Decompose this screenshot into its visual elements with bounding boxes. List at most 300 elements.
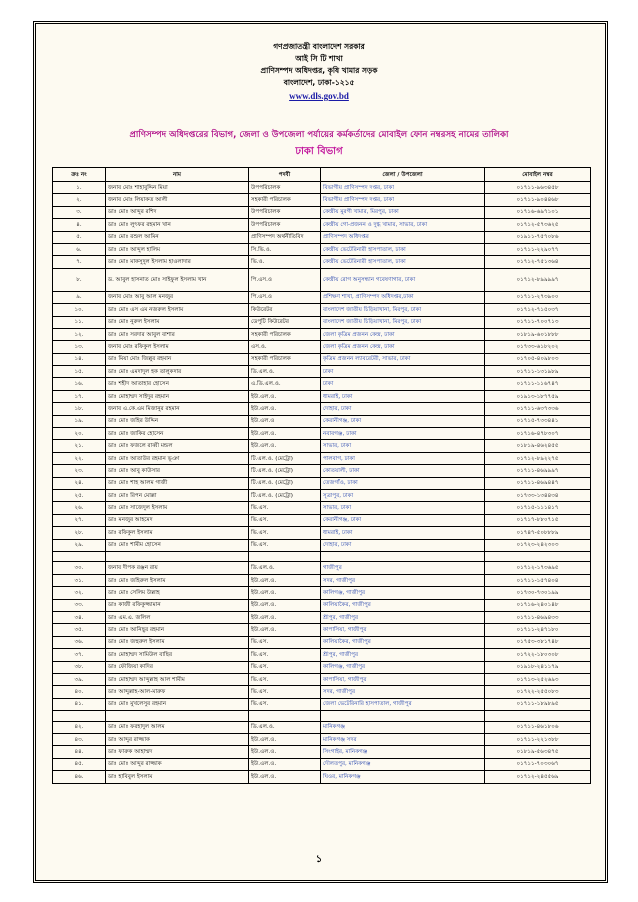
table-row	[53, 612, 591, 624]
column-header-name: নাম	[106, 168, 249, 182]
mobile-cell: ০১৭১১-৬৩৭৩৩৬	[485, 403, 591, 415]
column-header-serial: ক্রঃ নং	[53, 168, 106, 182]
mobile-cell: ০১৭১১-৯০৪৪৬৮	[485, 194, 591, 206]
mobile-cell: ০১৭০৫-৪০৯৮০৩	[485, 353, 591, 365]
location-cell: ঢাকা	[321, 366, 485, 378]
location-cell: সূত্রাপুর, ঢাকা	[321, 489, 485, 501]
name-cell: ডাঃ মোঃ ফজলে রাব্বী মন্ডল	[106, 440, 249, 452]
location-cell: কেন্দ্রীয় গো-প্রজনন ও দুগ্ধ খামার, সাভার, ঢাকা	[321, 219, 485, 231]
table-row	[53, 219, 591, 231]
serial-cell: ১.	[53, 182, 106, 194]
table-row	[53, 649, 591, 661]
mobile-cell: ০১৭১২-২৪৫৫৬৯	[485, 771, 591, 783]
mobile-cell: ০১৭১২-১৭৩৬৯৫	[485, 562, 591, 574]
location-cell: সাভার, ঢাকা	[321, 502, 485, 514]
location-cell: প্রশিক্ষণ শাখা, প্রাণিসম্পদ অধিদপ্তর,ঢাকা	[321, 291, 485, 303]
column-header-mobile: মোবাইল নম্বর	[485, 168, 591, 182]
name-cell: ডাঃ মিয়া মোঃ জিল্লুর রহমান	[106, 353, 249, 365]
name-cell: ডাঃ হাবিবুল ইসলাম	[106, 771, 249, 783]
table-row	[53, 734, 591, 746]
designation-cell: সহকারী পরিচালক	[249, 194, 321, 206]
table-row	[53, 428, 591, 440]
location-cell: প্রাণিসম্পদ অধিদপ্তর	[321, 231, 485, 243]
location-cell: দোহার, ঢাকা	[321, 539, 485, 551]
designation-cell: সহকারী পরিচালক	[249, 328, 321, 340]
name-cell: ডাঃ মোঃ মুখলেসুর রহমান	[106, 698, 249, 710]
designation-cell: ইউ.এল.ও	[249, 415, 321, 427]
division-title: ঢাকা বিভাগ	[295, 146, 343, 157]
designation-cell: ইউ.এল.ও.	[249, 574, 321, 586]
mobile-cell: ০১৭১৩-২৫২৬৯৩	[485, 673, 591, 685]
name-cell: জনাব দীপক রঞ্জন রায়	[106, 562, 249, 574]
mobile-cell: ০১৭১৬-৪৭৮৩০৭	[485, 428, 591, 440]
header-address: বাংলাদেশ, ঢাকা-১২১৫	[283, 78, 355, 87]
serial-cell: ২৪.	[53, 477, 106, 489]
serial-cell: ৩০.	[53, 562, 106, 574]
location-cell: কাপাসিয়া, গাজীপুর	[321, 673, 485, 685]
mobile-cell: ০১৭১৭-৮৮০৭১৫	[485, 514, 591, 526]
designation-cell: ইউ.এল.ও.	[249, 440, 321, 452]
serial-cell: ৩৯.	[53, 673, 106, 685]
location-cell: মানিকগঞ্জ	[321, 721, 485, 733]
serial-cell: ৩৩.	[53, 599, 106, 611]
location-cell: কৃত্রিম প্রজনন ল্যাবরেটরী, সাভার, ঢাকা	[321, 353, 485, 365]
name-cell: ডাঃ রফিকুল ইসলাম	[106, 527, 249, 539]
designation-cell: ভি.এস.	[249, 502, 321, 514]
table-row	[53, 574, 591, 586]
serial-cell: ২৩.	[53, 465, 106, 477]
mobile-cell: ০১৭১১-২২১৩৮৮	[485, 734, 591, 746]
serial-cell: ২৬.	[53, 502, 106, 514]
location-cell: দোহার, ঢাকা	[321, 403, 485, 415]
location-cell: ধামরাই, ঢাকা	[321, 390, 485, 402]
serial-cell: ১৭.	[53, 390, 106, 402]
designation-cell: টি.এল.ও. (মেট্রো)	[249, 452, 321, 464]
location-cell: কালিগঞ্জ, গাজীপুর	[321, 587, 485, 599]
name-cell: ডাঃ মোঃ ফরহাদুল আলম	[106, 721, 249, 733]
serial-cell: ৪৬.	[53, 771, 106, 783]
serial-cell: ৩২.	[53, 587, 106, 599]
table-row	[53, 366, 591, 378]
empty-cell	[249, 551, 321, 562]
table-row	[53, 465, 591, 477]
name-cell: ডাঃ এম.এ. জলিল	[106, 612, 249, 624]
header-government: গণপ্রজাতন্ত্রী বাংলাদেশ সরকার	[273, 42, 365, 51]
serial-cell: ৪৫.	[53, 758, 106, 770]
table-row	[53, 452, 591, 464]
designation-cell: টি.এল.ও. (মেট্রো)	[249, 477, 321, 489]
serial-cell: ৫.	[53, 231, 106, 243]
table-row	[53, 661, 591, 673]
table-row	[53, 636, 591, 648]
designation-cell: ডেপুটি কিউরেটর	[249, 316, 321, 328]
table-row	[53, 304, 591, 316]
name-cell: জনাব মোঃ রফিকুল ইসলাম	[106, 341, 249, 353]
name-cell: ডাঃ আব্দুর রাজ্জাক	[106, 734, 249, 746]
table-row	[53, 599, 591, 611]
designation-cell: এস.ও.	[249, 341, 321, 353]
serial-cell: ৪২.	[53, 721, 106, 733]
serial-cell: ৩.	[53, 206, 106, 218]
name-cell: ডাঃ মোঃ শাহ আলম গাজী	[106, 477, 249, 489]
location-cell: সিংগাইর, মানিকগঞ্জ	[321, 746, 485, 758]
designation-cell: ডি.এল.ও.	[249, 562, 321, 574]
mobile-cell: ০১৭১১-২৭৩৯০০	[485, 291, 591, 303]
table-row	[53, 562, 591, 574]
name-cell: ডাঃ মোঃ আব্দুর রাজ্জাক	[106, 758, 249, 770]
column-header-designation: পদবী	[249, 168, 321, 182]
mobile-cell: ০১৭১৫-৭৩৩৪৪১	[485, 415, 591, 427]
name-cell: ডাঃ মনজুর আহমেদ	[106, 514, 249, 526]
designation-cell: ইউ.এল.ও.	[249, 599, 321, 611]
mobile-cell: ০১৭১১-৭০৩০৬৭	[485, 758, 591, 770]
designation-cell: ভি.এস.	[249, 514, 321, 526]
serial-cell: ৩৭.	[53, 649, 106, 661]
serial-cell: ৬.	[53, 243, 106, 255]
designation-cell: ইউ.এল.ও.	[249, 624, 321, 636]
mobile-cell: ০১৭৫৩-৩৮১৭৪৮	[485, 636, 591, 648]
location-cell: কেন্দ্রীয় রোগ অনুসন্ধান গবেষণাগার, ঢাকা	[321, 268, 485, 291]
location-cell: জেলা ভেটেরিনারি হাসপাতাল, গাজীপুর	[321, 698, 485, 710]
table-row	[53, 353, 591, 365]
location-cell: কেন্দ্রীয় মুরগী খামার, মিরপুর, ঢাকা	[321, 206, 485, 218]
mobile-cell: ০১৭১১-১১৬৭৪৭	[485, 378, 591, 390]
designation-cell: ইউ.এল.ও.	[249, 746, 321, 758]
location-cell: কেরানীগঞ্জ, ঢাকা	[321, 514, 485, 526]
designation-cell: ভি.এস.	[249, 661, 321, 673]
name-cell: ডাঃ মোঃ জহিরুল ইসলাম	[106, 574, 249, 586]
name-cell: ডাঃ মোঃ আবু কাউসার	[106, 465, 249, 477]
serial-cell: ১৮.	[53, 403, 106, 415]
table-row	[53, 291, 591, 303]
serial-cell: ১২.	[53, 328, 106, 340]
location-cell: কালিয়াকৈর, গাজীপুর	[321, 599, 485, 611]
serial-cell: ২৮.	[53, 527, 106, 539]
mobile-cell: ০১৭১১-৪৬১৮০৬	[485, 721, 591, 733]
designation-cell: ভি.এস.	[249, 636, 321, 648]
empty-cell	[106, 551, 249, 562]
mobile-cell: ০১৮১৯-৬০১৮৮৮	[485, 328, 591, 340]
serial-cell: ৮.	[53, 268, 106, 291]
table-row	[53, 206, 591, 218]
location-cell: নবাবগঞ্জ, ঢাকা	[321, 428, 485, 440]
table-row	[53, 231, 591, 243]
mobile-cell: ০১৭১৬-৬৯৭১০১	[485, 206, 591, 218]
location-cell: জেলা কৃত্রিম প্রজনন কেন্দ্র, ঢাকা	[321, 341, 485, 353]
mobile-cell: ০১৭১১-১৫৭৪০৪	[485, 574, 591, 586]
designation-cell: টি.এল.ও. (মেট্রো)	[249, 465, 321, 477]
table-row	[53, 182, 591, 194]
officer-table	[52, 167, 591, 784]
empty-cell	[321, 551, 485, 562]
location-cell: পালবাগ, ঢাকা	[321, 452, 485, 464]
serial-cell: ১৯.	[53, 415, 106, 427]
location-cell: বিভাগীয় প্রাণিসম্পদ দপ্তর, ঢাকা	[321, 182, 485, 194]
name-cell: ডাঃ মোঃ জাকির হোসেন	[106, 428, 249, 440]
name-cell: ডাঃ মোহাম্মদ সামিউল বাছির	[106, 649, 249, 661]
designation-cell: ভি.এস.	[249, 673, 321, 685]
serial-cell: ৩৮.	[53, 661, 106, 673]
mobile-cell: ০১৭১১-৪৬৯৯৯৭	[485, 465, 591, 477]
designation-cell: কিউরেটর	[249, 304, 321, 316]
table-row	[53, 378, 591, 390]
mobile-cell: ০১৭১১-৪৬৯৪৪৭	[485, 477, 591, 489]
empty-cell	[249, 711, 321, 722]
mobile-cell: ০১৭১১-২২৯০৭৭	[485, 243, 591, 255]
serial-cell: ৪০.	[53, 686, 106, 698]
column-header-location: জেলা / উপজেলা	[321, 168, 485, 182]
mobile-cell: ০১৭১২-৭১৫০৩৭	[485, 304, 591, 316]
serial-cell: ১১.	[53, 316, 106, 328]
name-cell: ডাঃ মোঃ সরদার আবুল বাশার	[106, 328, 249, 340]
mobile-cell: ০১৭১২-৮৯৯৯৯৭	[485, 268, 591, 291]
location-cell: সদর, গাজীপুর	[321, 686, 485, 698]
mobile-cell: ০১৭১১-৪৬৯৪৩৩	[485, 612, 591, 624]
name-cell: ডাঃ শহীদ আতাহার হোসেন	[106, 378, 249, 390]
designation-cell: উপপরিচালক	[249, 182, 321, 194]
header-section: আই সি টি শাখা	[295, 54, 343, 63]
serial-cell: ৩১.	[53, 574, 106, 586]
designation-cell: ইউ.এল.ও.	[249, 428, 321, 440]
name-cell: ডাঃ মোঃ নুরুল ইসলাম	[106, 316, 249, 328]
designation-cell: ডি.এল.ও.	[249, 721, 321, 733]
table-row	[53, 771, 591, 783]
designation-cell: ভি.এস.	[249, 539, 321, 551]
serial-cell: ১৫.	[53, 366, 106, 378]
name-cell: ডাঃ মোঃ জহির উদ্দিন	[106, 415, 249, 427]
location-cell: বিভাগীয় প্রাণিসম্পদ দপ্তর, ঢাকা	[321, 194, 485, 206]
page-number: ১	[315, 854, 323, 865]
serial-cell: ৪৩.	[53, 734, 106, 746]
mobile-cell: ০১৭১২-৫৭৩৬২৫	[485, 219, 591, 231]
table-row	[53, 502, 591, 514]
serial-cell: ২০.	[53, 428, 106, 440]
table-row	[53, 686, 591, 698]
designation-cell: প্রাণিসম্পদ অর্থনীতিবিদ	[249, 231, 321, 243]
table-row	[53, 415, 591, 427]
mobile-cell: ০১৭২৩-২৪২৩০৩	[485, 539, 591, 551]
table-row	[53, 489, 591, 501]
table-row	[53, 624, 591, 636]
location-cell: বাংলাদেশ জাতীয় চিড়িয়াখানা, মিরপুর, ঢাকা	[321, 304, 485, 316]
name-cell: ডাঃ ফারুক আহাম্মদ	[106, 746, 249, 758]
mobile-cell: ০১৭১১-২৪৭১৮০	[485, 624, 591, 636]
location-cell: ঢাকা	[321, 378, 485, 390]
designation-cell: উপপরিচালক	[249, 219, 321, 231]
name-cell: ডাঃ মোঃ সাজেদুল ইসলাম	[106, 502, 249, 514]
designation-cell: ইউ.এল.ও.	[249, 403, 321, 415]
serial-cell: ৩৪.	[53, 612, 106, 624]
designation-cell: ইউ.এল.ও.	[249, 771, 321, 783]
location-cell: ধামরাই, ঢাকা	[321, 527, 485, 539]
name-cell: ডাঃ মোহাম্মদ সাইদুর রহমান	[106, 390, 249, 402]
name-cell: ডাঃ মোঃ এমদাদুল হক তালুকদার	[106, 366, 249, 378]
name-cell: ড. আবুল হাসনাত মোঃ সাইফুল ইসলাম খান	[106, 268, 249, 291]
table-row	[53, 527, 591, 539]
designation-cell: ইউ.এল.ও.	[249, 734, 321, 746]
table-header-row	[53, 168, 591, 182]
name-cell: ডাঃ মোঃ আতাউর রহমান ভূঞা	[106, 452, 249, 464]
location-cell: তেজগাঁও, ঢাকা	[321, 477, 485, 489]
serial-cell: ২২.	[53, 452, 106, 464]
location-cell: কালিগঞ্জ, গাজীপুর	[321, 661, 485, 673]
mobile-cell: ০১৭৩৩-১৩৪৪৩৪	[485, 489, 591, 501]
mobile-cell: ০১৭৪৭-৫০৮৮৮৯	[485, 527, 591, 539]
mobile-cell: ০১৭১১-১৩১৯৮৯	[485, 366, 591, 378]
location-cell: বাংলাদেশ জাতীয় চিড়িয়াখানা, মিরপুর, ঢাকা	[321, 316, 485, 328]
name-cell: ডাঃ মোঃ আনিছুর রহমান	[106, 624, 249, 636]
designation-cell: ভি.এস.	[249, 649, 321, 661]
location-cell: কালিয়াকৈর, গাজীপুর	[321, 636, 485, 648]
name-cell: ডাঃ মোঃ মাকসুদুল ইসলাম হাওলাদার	[106, 256, 249, 268]
location-cell: শ্রীপুর, গাজীপুর	[321, 649, 485, 661]
mobile-cell: ০১৭১১-৯৬৩৪৫৮	[485, 182, 591, 194]
name-cell: ডাঃ মোঃ জহুরুল ইসলাম	[106, 636, 249, 648]
serial-cell: ১৬.	[53, 378, 106, 390]
blank-separator-row	[53, 711, 591, 722]
serial-cell: ২৭.	[53, 514, 106, 526]
serial-cell: ২৯.	[53, 539, 106, 551]
name-cell: ডাঃ মোঃ রিপন মোল্লা	[106, 489, 249, 501]
table-row	[53, 403, 591, 415]
table-row	[53, 721, 591, 733]
serial-cell: ৯.	[53, 291, 106, 303]
mobile-cell: ০১৭১২-৮৯২২৭৫	[485, 452, 591, 464]
designation-cell: টি.এল.ও. (মেট্রো)	[249, 489, 321, 501]
designation-cell: ডি.এল.ও.	[249, 366, 321, 378]
designation-cell: ইউ.এল.ও.	[249, 587, 321, 599]
serial-cell: ১৩.	[53, 341, 106, 353]
table-row	[53, 341, 591, 353]
table-row	[53, 390, 591, 402]
serial-cell: ৪৪.	[53, 746, 106, 758]
table-row	[53, 587, 591, 599]
serial-cell: ২৫.	[53, 489, 106, 501]
serial-cell: ৩৫.	[53, 624, 106, 636]
empty-cell	[485, 711, 591, 722]
serial-cell: ৩৬.	[53, 636, 106, 648]
location-cell: কোতয়ালী, ঢাকা	[321, 465, 485, 477]
table-row	[53, 698, 591, 710]
table-row	[53, 243, 591, 255]
name-cell: ডাঃ মোঃ আব্দুল হালিম	[106, 243, 249, 255]
mobile-cell: ০১৯১৮-২৪১১৭৯	[485, 661, 591, 673]
designation-cell: পি.এস.ও	[249, 268, 321, 291]
empty-cell	[106, 711, 249, 722]
mobile-cell: ০১৭৩৩-৬১৮২০২	[485, 341, 591, 353]
name-cell: ডাঃ মোঃ সেলিম উল্লাহ	[106, 587, 249, 599]
location-cell: কাপাসিয়া, গাজীপুর	[321, 624, 485, 636]
table-row	[53, 256, 591, 268]
designation-cell: সহকারী পরিচালক	[249, 353, 321, 365]
blank-separator-row	[53, 551, 591, 562]
designation-cell: ভি.এস.	[249, 527, 321, 539]
mobile-cell: ০১৯১১-৭৫৭০৮৬	[485, 231, 591, 243]
mobile-cell: ০১৭১১-৭০০৭১৩	[485, 316, 591, 328]
table-row	[53, 746, 591, 758]
table-row	[53, 539, 591, 551]
name-cell: ডাঃ মোঃ লুৎফর রহমান খান	[106, 219, 249, 231]
table-row	[53, 673, 591, 685]
header-department: প্রাণিসম্পদ অধিদপ্তর, কৃষি খামার সড়ক	[260, 66, 378, 75]
name-cell: ডাঃ আব্দুল্লাহ-আল-মারুফ	[106, 686, 249, 698]
name-cell: ডাঃ ফৌজিয়া কাদির	[106, 661, 249, 673]
location-cell: জেলা কৃত্রিম প্রজনন কেন্দ্র, ঢাকা	[321, 328, 485, 340]
table-row	[53, 316, 591, 328]
designation-cell: ইউ.এল.ও.	[249, 758, 321, 770]
designation-cell: এ.ডি.এল.ও.	[249, 378, 321, 390]
empty-cell	[53, 711, 106, 722]
table-row	[53, 514, 591, 526]
mobile-cell: ০১৭২২-২৫৫০৮৩	[485, 686, 591, 698]
designation-cell: পি.এস.ও	[249, 291, 321, 303]
table-row	[53, 440, 591, 452]
serial-cell: ৪.	[53, 219, 106, 231]
table-row	[53, 328, 591, 340]
location-cell: কেন্দ্রীয় ভেটেরিনারী হাসপাতাল, ঢাকা	[321, 243, 485, 255]
mobile-cell: ০১৯১৩-১৮৭৭৫৯	[485, 390, 591, 402]
empty-cell	[321, 711, 485, 722]
mobile-cell: ০১৭২২-১৮০৩০৮	[485, 649, 591, 661]
mobile-cell: ০১৭১১-১৮৯৮৯৫	[485, 698, 591, 710]
name-cell: ডাঃ মোঃ রশুল আমিন	[106, 231, 249, 243]
name-cell: জনাব মোঃ শাহাবুদ্দিন মিয়া	[106, 182, 249, 194]
designation-cell: সি.ভি.ও.	[249, 243, 321, 255]
document-title: প্রাণিসম্পদ অধিদপ্তরের বিভাগ, জেলা ও উপজেলা পর্যায়ের কর্মকর্তাদের মোবাইল ফোন নম্বরসহ নামের তালিকা	[129, 130, 509, 140]
designation-cell: ইউ.এল.ও.	[249, 612, 321, 624]
designation-cell: ইউ.এল.ও.	[249, 390, 321, 402]
serial-cell: ২১.	[53, 440, 106, 452]
mobile-cell: ০১৭১৬-২৪০১৪৮	[485, 599, 591, 611]
empty-cell	[485, 551, 591, 562]
serial-cell: ৪১.	[53, 698, 106, 710]
table-row	[53, 477, 591, 489]
location-cell: সদর, গাজীপুর	[321, 574, 485, 586]
location-cell: গাজীপুর	[321, 562, 485, 574]
table-row	[53, 268, 591, 291]
designation-cell: ভি.ও.	[249, 256, 321, 268]
name-cell: জনাব মোঃ আবু আল মনজুর	[106, 291, 249, 303]
table-row	[53, 194, 591, 206]
mobile-cell: ০১৮১৯-৪৬২৪৫৫	[485, 440, 591, 452]
website-link[interactable]: www.dls.gov.bd	[289, 91, 349, 101]
empty-cell	[53, 551, 106, 562]
location-cell: কেন্দ্রীয় ভেটেরিনারী হাসপাতাল, ঢাকা	[321, 256, 485, 268]
location-cell: মানিকগঞ্জ সদর	[321, 734, 485, 746]
name-cell: ডাঃ মোঃ এস এম নজরুল ইসলাম	[106, 304, 249, 316]
serial-cell: ১০.	[53, 304, 106, 316]
location-cell: দৌলতপুর, মানিকগঞ্জ	[321, 758, 485, 770]
table-row	[53, 758, 591, 770]
serial-cell: ২.	[53, 194, 106, 206]
serial-cell: ১৪.	[53, 353, 106, 365]
serial-cell: ৭.	[53, 256, 106, 268]
name-cell: ডাঃ মোহাম্মদ আব্দুল্লাহ আল শামীম	[106, 673, 249, 685]
location-cell: ঘিওর, মানিকগঞ্জ	[321, 771, 485, 783]
location-cell: সাভার, ঢাকা	[321, 440, 485, 452]
designation-cell: উপপরিচালক	[249, 206, 321, 218]
name-cell: ডাঃ মোঃ শামীম হোসেন	[106, 539, 249, 551]
designation-cell: ভি.এস.	[249, 686, 321, 698]
mobile-cell: ০১৭৩০-৭৩০১৯৯	[485, 587, 591, 599]
location-cell: শ্রীপুর, গাজীপুর	[321, 612, 485, 624]
mobile-cell: ০১৭১২-৭৫১৩৬৪	[485, 256, 591, 268]
mobile-cell: ০১৭১৫-১১১৪১৭	[485, 502, 591, 514]
mobile-cell: ০১৮১৯-৫৬৩৪৭৫	[485, 746, 591, 758]
name-cell: জনাব এ.কে.এম মিজানুর রহমান	[106, 403, 249, 415]
designation-cell: ভি.এস.	[249, 698, 321, 710]
name-cell: জনাব মোঃ লিয়াকত আলী	[106, 194, 249, 206]
